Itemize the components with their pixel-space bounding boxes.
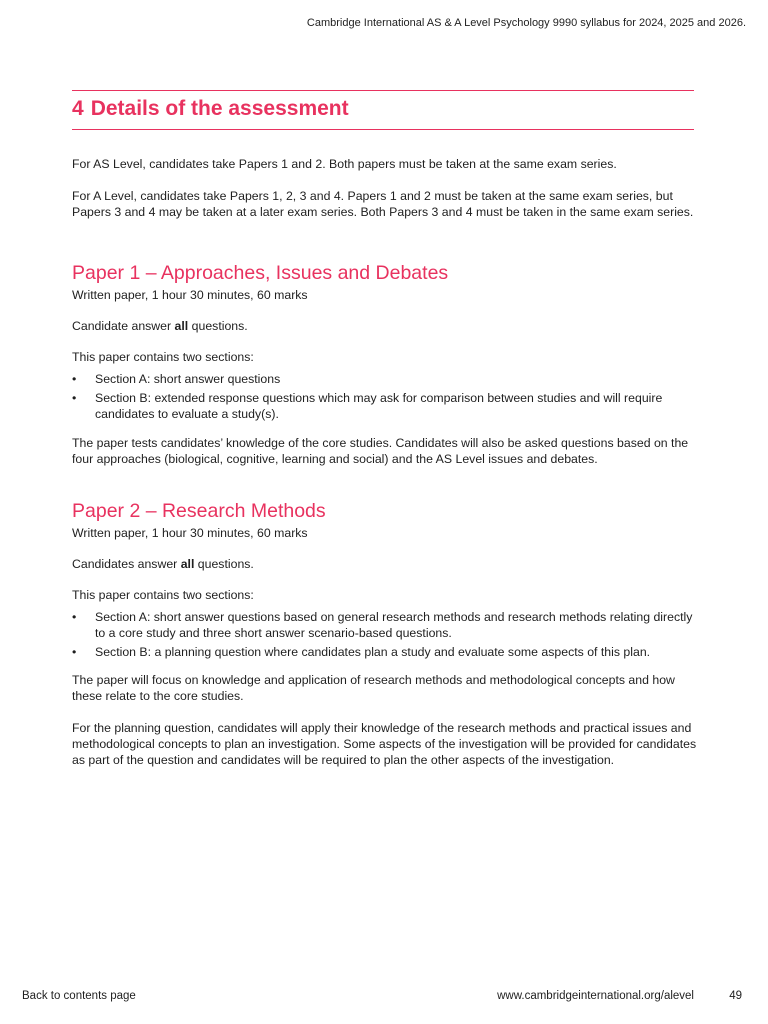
bullet-icon: • (72, 372, 77, 386)
paper1-body: The paper tests candidates’ knowledge of the core studies. Candidates will also be asked questions based on the four approaches (biological, cognitive, learning and social) and the AS Level issues and debates. (72, 436, 689, 466)
paper2-body-planning: For the planning question, candidates will apply their knowledge of the research methods and practical issues and methodological concepts to plan an investigation. Some aspects of the investigation will be provided for candidates as part of the question and candidates will be required to plan the other aspects of the investigation. (72, 721, 697, 767)
list-item: • Section A: short answer questions based on general research methods and research methods relating directly to a core study and three short answer scenario-based questions. (72, 610, 693, 640)
bullet-icon: • (72, 645, 77, 659)
list-item: • Section B: a planning question where candidates plan a study and evaluate some aspects of this plan. (72, 645, 651, 659)
back-to-contents-link[interactable]: Back to contents page (22, 990, 136, 1002)
paper2-answer-emphasis: all (180, 557, 195, 571)
website-link[interactable]: www.cambridgeinternational.org/alevel (497, 990, 694, 1002)
running-header: Cambridge International AS & A Level Psychology 9990 syllabus for 2024, 2025 and 2026. (306, 17, 746, 29)
title-top-rule (72, 90, 694, 91)
paper2-sections-intro: This paper contains two sections: (72, 588, 254, 602)
list-item: • Section B: extended response questions which may ask for comparison between studies and will require candidates to evaluate a study(s). (72, 391, 663, 421)
paper1-section-list (72, 371, 700, 422)
section-title-text: Details of the assessment (90, 97, 349, 120)
page-number: 49 (729, 990, 742, 1002)
list-item: • Section A: short answer questions (72, 372, 281, 386)
paper1-details: Written paper, 1 hour 30 minutes, 60 marks (72, 288, 308, 302)
title-bottom-rule (72, 129, 694, 130)
paper2-body-focus: The paper will focus on knowledge and application of research methods and methodological concepts and how these relate to the core studies. (72, 673, 675, 703)
paper1-answer-instruction: Candidate answer all questions. (72, 319, 248, 333)
paper2-heading: Paper 2 – Research Methods (72, 500, 326, 522)
bullet-icon: • (72, 391, 77, 405)
paper1-heading: Paper 1 – Approaches, Issues and Debates (72, 262, 449, 284)
paper2-details: Written paper, 1 hour 30 minutes, 60 marks (72, 526, 308, 540)
intro-a-level: For A Level, candidates take Papers 1, 2, 3 and 4. Papers 1 and 2 must be taken at the same exam series, but Papers 3 and 4 may be taken at a later exam series. Both Papers 3 and 4 must be taken in the same exam series. (72, 189, 694, 219)
paper2-section-list (72, 609, 700, 660)
bullet-icon: • (72, 610, 77, 624)
section-title (72, 97, 349, 121)
section-number: 4 (72, 97, 84, 120)
paper1-answer-emphasis: all (174, 319, 189, 333)
paper1-sections-intro: This paper contains two sections: (72, 350, 254, 364)
main-content (72, 156, 700, 768)
intro-as-level: For AS Level, candidates take Papers 1 and 2. Both papers must be taken at the same exam series. (72, 157, 617, 171)
paper2-answer-instruction: Candidates answer all questions. (72, 557, 254, 571)
